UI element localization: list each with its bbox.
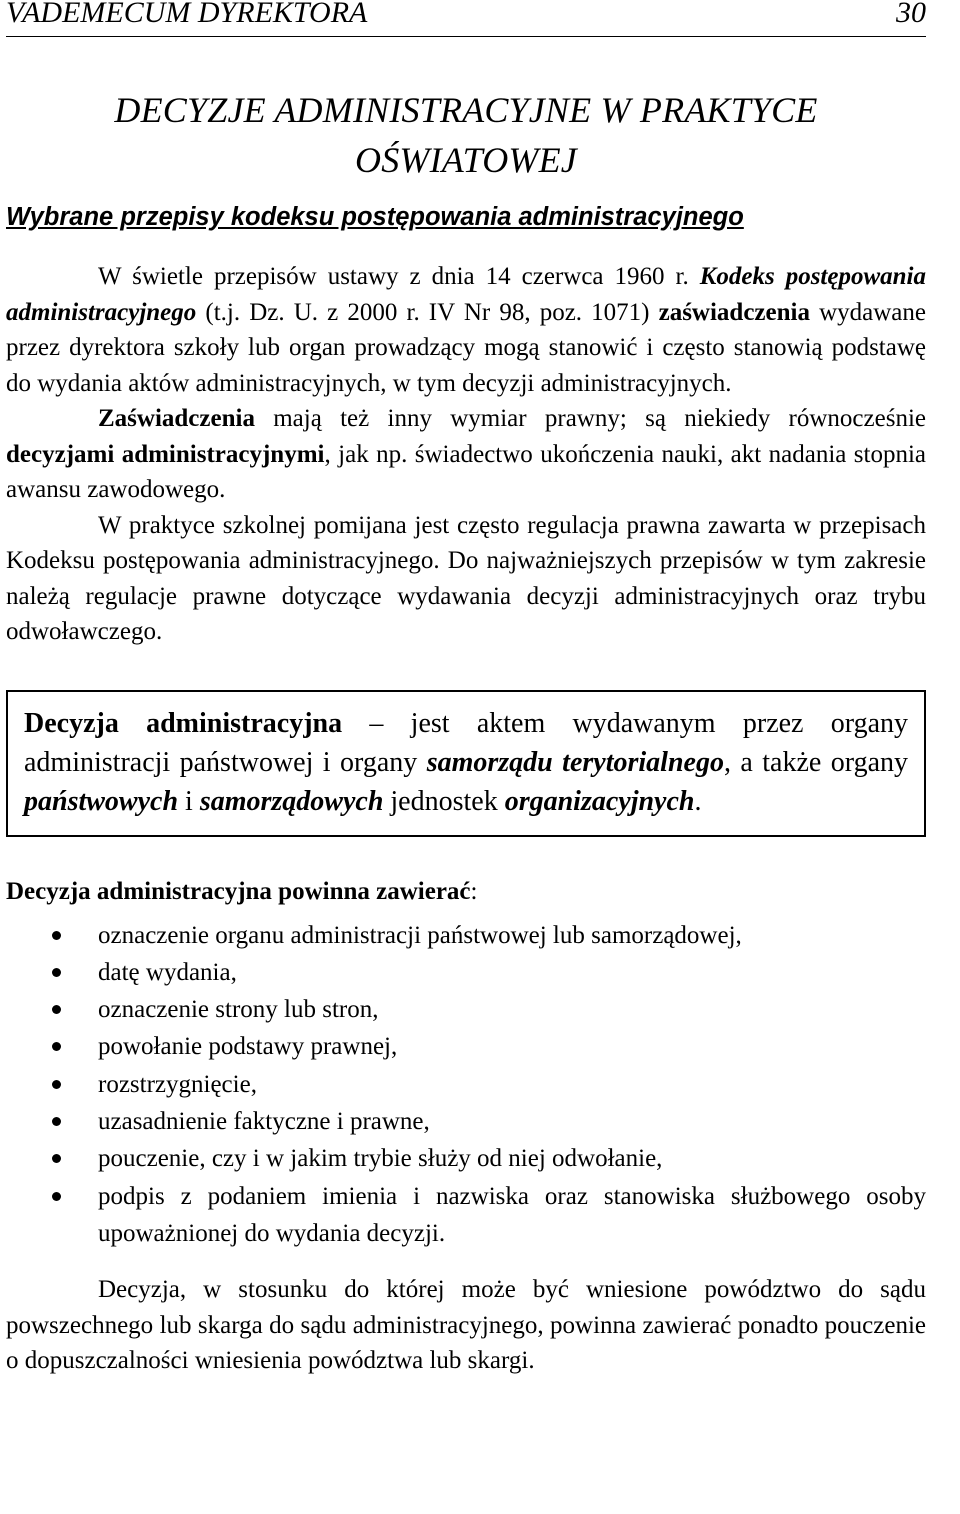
- list-item-text: podpis z podaniem imienia i nazwiska oraz stanowiska służbowego osoby upoważnionej do wydania decyzji.: [98, 1182, 926, 1247]
- closing-paragraph: Decyzja, w stosunku do której może być wniesione powództwo do sądu powszechnego lub skarga do sądu administracyjnego, powinna zawierać ponadto pouczenie o dopuszczalności wniesienia powództwa lub skargi.: [6, 1276, 926, 1375]
- list-item: [6, 917, 926, 954]
- list-item: [6, 1103, 926, 1140]
- definition-text: i: [178, 785, 200, 817]
- list-item-text: rozstrzygnięcie,: [98, 1070, 257, 1098]
- key-term: decyzjami administracyjnymi: [6, 440, 325, 468]
- list-item-text: oznaczenie organu administracji państwowej lub samorządowej,: [98, 921, 742, 949]
- title-line-2: OŚWIATOWEJ: [355, 140, 577, 180]
- definition-text: .: [694, 785, 702, 817]
- running-header: [6, 0, 926, 37]
- header-page-number: 30: [896, 0, 926, 29]
- section-subtitle: Wybrane przepisy kodeksu postępowania administracyjnego: [6, 203, 744, 231]
- definition-emphasis: państwowych: [24, 785, 179, 817]
- intro-text: (t.j. Dz. U. z 2000 r. IV Nr 98, poz. 1071): [196, 298, 659, 326]
- document-title: [6, 85, 926, 185]
- bullet-icon: [52, 1192, 61, 1201]
- bullet-icon: [52, 1117, 61, 1126]
- intro-text: mają też inny wymiar prawny; są niekiedy równocześnie: [254, 405, 926, 432]
- bullet-icon: [52, 1042, 61, 1051]
- definition-box: [6, 690, 926, 837]
- requirements-heading-colon: :: [470, 877, 478, 905]
- code-name: Kodeks postępowania administracyjnego: [6, 263, 926, 326]
- list-item: [6, 991, 926, 1028]
- definition-text: – jest aktem wydawanym przez organy administracji państwowej i organy: [24, 707, 908, 778]
- definition-term: Decyzja administracyjna: [24, 707, 343, 739]
- key-term: Zaświadczenia: [98, 405, 255, 432]
- intro-text: wydawane przez dyrektora szkoły lub organ prowadzący mogą stanowić i często stanowią podstawę do wydania aktów administracyjnych, w tym decyzji administracyjnych.: [6, 298, 926, 397]
- list-item: [6, 1178, 926, 1253]
- title-line-1: DECYZJE ADMINISTRACYJNE W PRAKTYCE: [114, 90, 818, 130]
- definition-text: , a także organy: [723, 746, 908, 778]
- bullet-icon: [52, 1005, 61, 1014]
- header-publication-title: VADEMECUM DYREKTORA: [6, 0, 368, 29]
- bullet-icon: [52, 968, 61, 977]
- intro-paragraph-3: W praktyce szkolnej pomijana jest często regulacja prawna zawarta w przepisach Kodeksu postępowania administracyjnego. Do najważniejszych przepisów w tym zakresie należą regulacje prawne dotyczące wydawania decyzji administracyjnych oraz trybu odwoławczego.: [6, 511, 926, 645]
- definition-emphasis: samorządu terytorialnego: [426, 746, 724, 778]
- intro-paragraph-1: [6, 259, 926, 401]
- document-page: [6, 0, 926, 1379]
- definition-emphasis: organizacyjnych: [504, 785, 695, 817]
- requirements-heading-bold: Decyzja administracyjna powinna zawierać: [6, 877, 471, 905]
- list-item-text: oznaczenie strony lub stron,: [98, 996, 379, 1024]
- list-item-text: datę wydania,: [98, 958, 237, 986]
- list-item: [6, 1140, 926, 1177]
- intro-text: , jak np. świadectwo ukończenia nauki, akt nadania stopnia awansu zawodowego.: [6, 440, 926, 503]
- intro-paragraph-2: [6, 401, 926, 508]
- list-item-text: uzasadnienie faktyczne i prawne,: [98, 1107, 430, 1135]
- intro-text: W świetle przepisów ustawy z dnia 14 czerwca 1960 r.: [98, 263, 700, 290]
- list-item-text: powołanie podstawy prawnej,: [98, 1033, 398, 1061]
- bullet-icon: [52, 931, 61, 940]
- list-item-text: pouczenie, czy i w jakim trybie służy od niej odwołanie,: [98, 1145, 663, 1173]
- requirements-heading: [6, 877, 926, 907]
- list-item: [6, 954, 926, 991]
- list-item: [6, 1028, 926, 1065]
- bullet-icon: [52, 1154, 61, 1163]
- definition-emphasis: samorządowych: [199, 785, 384, 817]
- key-term: zaświadczenia: [658, 298, 810, 326]
- requirements-list: [6, 917, 926, 1253]
- list-item: [6, 1066, 926, 1103]
- bullet-icon: [52, 1080, 61, 1089]
- definition-text: jednostek: [383, 785, 505, 817]
